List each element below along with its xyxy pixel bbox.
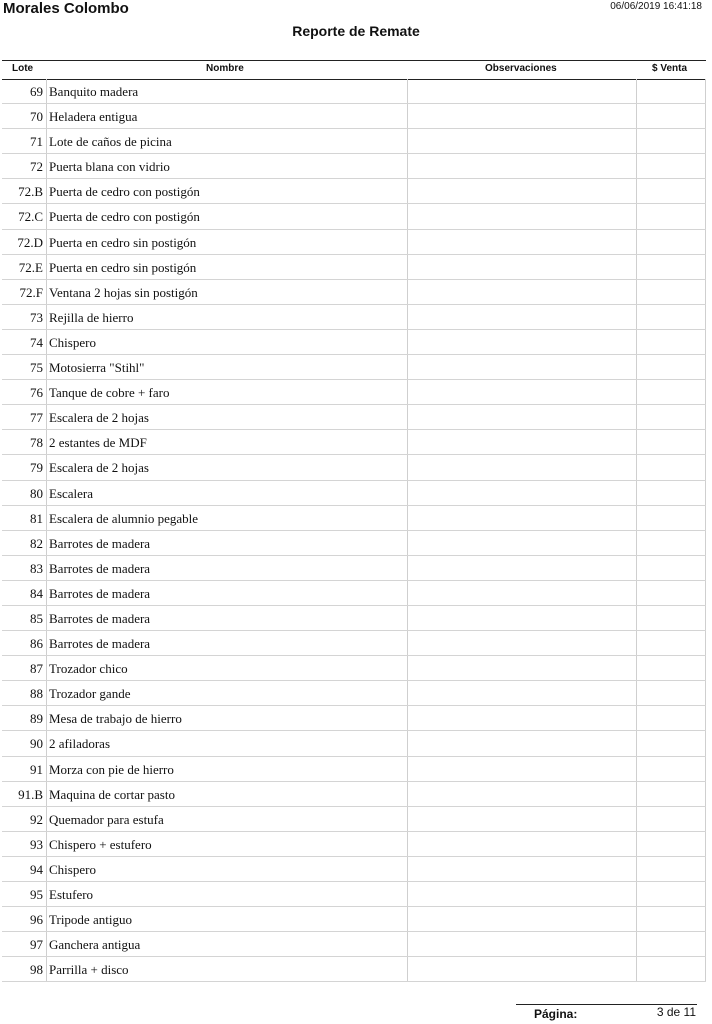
- venta-cell: [637, 280, 706, 304]
- lote-cell: 86: [30, 636, 43, 652]
- observaciones-cell: [407, 932, 637, 956]
- lote-cell: 73: [30, 309, 43, 325]
- table-row: [2, 305, 706, 330]
- venta-cell: [637, 782, 706, 806]
- observaciones-cell: [407, 380, 637, 404]
- lote-cell: 87: [30, 661, 43, 677]
- report-title: Reporte de Remate: [292, 23, 420, 39]
- table-row: [2, 355, 706, 380]
- venta-cell: [637, 807, 706, 831]
- lote-cell: 72.D: [17, 234, 43, 250]
- lote-cell: 85: [30, 610, 43, 626]
- nombre-cell: Quemador para estufa: [46, 807, 406, 831]
- page-number: 3 de 11: [656, 1005, 696, 1019]
- nombre-cell: Parrilla + disco: [46, 957, 406, 981]
- observaciones-cell: [407, 430, 637, 454]
- nombre-cell: Maquina de cortar pasto: [46, 782, 406, 806]
- lote-cell: 91: [30, 761, 43, 777]
- lote-cell: 78: [30, 435, 43, 451]
- venta-cell: [637, 355, 706, 379]
- table-row: [2, 204, 706, 229]
- column-header-venta: $ Venta: [652, 63, 688, 74]
- lote-cell: 84: [30, 585, 43, 601]
- table-row: [2, 807, 706, 832]
- nombre-cell: Barrotes de madera: [46, 556, 406, 580]
- nombre-cell: Ventana 2 hojas sin postigón: [46, 280, 406, 304]
- venta-cell: [637, 957, 706, 981]
- nombre-cell: Puerta en cedro sin postigón: [46, 255, 406, 279]
- venta-cell: [637, 531, 706, 555]
- table-row: [2, 656, 706, 681]
- lote-cell: 92: [30, 811, 43, 827]
- table-row: [2, 857, 706, 882]
- venta-cell: [637, 681, 706, 705]
- lote-cell: 89: [30, 711, 43, 727]
- lote-cell: 77: [30, 410, 43, 426]
- nombre-cell: Escalera: [46, 481, 406, 505]
- nombre-cell: Tripode antiguo: [46, 907, 406, 931]
- observaciones-cell: [407, 757, 637, 781]
- nombre-cell: Puerta en cedro sin postigón: [46, 230, 406, 254]
- lote-cell: 76: [30, 385, 43, 401]
- nombre-cell: Motosierra "Stihl": [46, 355, 406, 379]
- venta-cell: [637, 230, 706, 254]
- observaciones-cell: [407, 154, 637, 178]
- nombre-cell: Heladera entigua: [46, 104, 406, 128]
- lote-cell: 72: [30, 159, 43, 175]
- lote-cell: 80: [30, 485, 43, 501]
- nombre-cell: Barrotes de madera: [46, 531, 406, 555]
- observaciones-cell: [407, 531, 637, 555]
- observaciones-cell: [407, 631, 637, 655]
- column-header-lote: Lote: [12, 63, 34, 74]
- venta-cell: [637, 631, 706, 655]
- table-row: [2, 179, 706, 204]
- table-row: [2, 706, 706, 731]
- venta-cell: [637, 481, 706, 505]
- observaciones-cell: [407, 556, 637, 580]
- observaciones-cell: [407, 606, 637, 630]
- lote-cell: 70: [30, 109, 43, 125]
- observaciones-cell: [407, 455, 637, 479]
- column-header-nombre: Nombre: [206, 63, 244, 74]
- venta-cell: [637, 204, 706, 228]
- table-row: [2, 430, 706, 455]
- observaciones-cell: [407, 79, 637, 103]
- table-row: [2, 380, 706, 405]
- table-row: [2, 330, 706, 355]
- venta-cell: [637, 455, 706, 479]
- lote-cell: 72.C: [18, 209, 43, 225]
- observaciones-cell: [407, 832, 637, 856]
- nombre-cell: Banquito madera: [46, 79, 406, 103]
- observaciones-cell: [407, 255, 637, 279]
- table-row: [2, 104, 706, 129]
- table-row: [2, 731, 706, 756]
- table-row: [2, 455, 706, 480]
- table-row: [2, 405, 706, 430]
- lote-cell: 72.B: [18, 184, 43, 200]
- table-row: [2, 782, 706, 807]
- nombre-cell: 2 estantes de MDF: [46, 430, 406, 454]
- observaciones-cell: [407, 957, 637, 981]
- lote-cell: 72.F: [19, 284, 43, 300]
- venta-cell: [637, 932, 706, 956]
- table-row: [2, 154, 706, 179]
- nombre-cell: Escalera de alumnio pegable: [46, 506, 406, 530]
- nombre-cell: Lote de caños de picina: [46, 129, 406, 153]
- observaciones-cell: [407, 882, 637, 906]
- report-datetime: 06/06/2019 16:41:18: [610, 1, 702, 12]
- table-row: [2, 280, 706, 305]
- auction-table-body: [2, 79, 706, 982]
- nombre-cell: Puerta blana con vidrio: [46, 154, 406, 178]
- lote-cell: 97: [30, 937, 43, 953]
- observaciones-cell: [407, 330, 637, 354]
- table-row: [2, 581, 706, 606]
- venta-cell: [637, 154, 706, 178]
- lote-cell: 83: [30, 560, 43, 576]
- observaciones-cell: [407, 706, 637, 730]
- nombre-cell: Trozador gande: [46, 681, 406, 705]
- venta-cell: [637, 380, 706, 404]
- lote-cell: 98: [30, 962, 43, 978]
- nombre-cell: Estufero: [46, 882, 406, 906]
- observaciones-cell: [407, 782, 637, 806]
- table-row: [2, 531, 706, 556]
- observaciones-cell: [407, 230, 637, 254]
- venta-cell: [637, 857, 706, 881]
- venta-cell: [637, 330, 706, 354]
- table-row: [2, 79, 706, 104]
- nombre-cell: Mesa de trabajo de hierro: [46, 706, 406, 730]
- lote-cell: 79: [30, 460, 43, 476]
- nombre-cell: Chispero + estufero: [46, 832, 406, 856]
- lote-cell: 75: [30, 360, 43, 376]
- observaciones-cell: [407, 204, 637, 228]
- table-row: [2, 129, 706, 154]
- observaciones-cell: [407, 104, 637, 128]
- nombre-cell: Escalera de 2 hojas: [46, 455, 406, 479]
- page-label: Página:: [534, 1007, 578, 1021]
- nombre-cell: Morza con pie de hierro: [46, 757, 406, 781]
- nombre-cell: Puerta de cedro con postigón: [46, 179, 406, 203]
- nombre-cell: Barrotes de madera: [46, 631, 406, 655]
- nombre-cell: Escalera de 2 hojas: [46, 405, 406, 429]
- observaciones-cell: [407, 656, 637, 680]
- lote-cell: 93: [30, 836, 43, 852]
- table-row: [2, 882, 706, 907]
- lote-cell: 88: [30, 686, 43, 702]
- nombre-cell: Barrotes de madera: [46, 606, 406, 630]
- nombre-cell: Trozador chico: [46, 656, 406, 680]
- venta-cell: [637, 79, 706, 103]
- observaciones-cell: [407, 481, 637, 505]
- table-row: [2, 556, 706, 581]
- nombre-cell: Tanque de cobre + faro: [46, 380, 406, 404]
- venta-cell: [637, 179, 706, 203]
- observaciones-cell: [407, 305, 637, 329]
- lote-cell: 74: [30, 334, 43, 350]
- venta-cell: [637, 305, 706, 329]
- venta-cell: [637, 907, 706, 931]
- venta-cell: [637, 731, 706, 755]
- table-row: [2, 957, 706, 982]
- observaciones-cell: [407, 355, 637, 379]
- nombre-cell: Ganchera antigua: [46, 932, 406, 956]
- lote-cell: 95: [30, 887, 43, 902]
- observaciones-cell: [407, 581, 637, 605]
- table-row: [2, 230, 706, 255]
- lote-cell: 71: [30, 134, 43, 150]
- venta-cell: [637, 832, 706, 856]
- table-row: [2, 832, 706, 857]
- lote-cell: 82: [30, 535, 43, 551]
- observaciones-cell: [407, 506, 637, 530]
- table-row: [2, 481, 706, 506]
- nombre-cell: Puerta de cedro con postigón: [46, 204, 406, 228]
- venta-cell: [637, 430, 706, 454]
- venta-cell: [637, 581, 706, 605]
- observaciones-cell: [407, 907, 637, 931]
- venta-cell: [637, 129, 706, 153]
- observaciones-cell: [407, 857, 637, 881]
- venta-cell: [637, 506, 706, 530]
- venta-cell: [637, 656, 706, 680]
- lote-cell: 91.B: [18, 786, 43, 802]
- nombre-cell: Chispero: [46, 330, 406, 354]
- table-header: [2, 60, 706, 80]
- table-row: [2, 606, 706, 631]
- observaciones-cell: [407, 129, 637, 153]
- venta-cell: [637, 104, 706, 128]
- lote-cell: 94: [30, 861, 43, 877]
- lote-cell: 69: [30, 84, 43, 99]
- observaciones-cell: [407, 807, 637, 831]
- venta-cell: [637, 706, 706, 730]
- nombre-cell: 2 afiladoras: [46, 731, 406, 755]
- venta-cell: [637, 757, 706, 781]
- nombre-cell: Chispero: [46, 857, 406, 881]
- observaciones-cell: [407, 280, 637, 304]
- venta-cell: [637, 606, 706, 630]
- table-row: [2, 255, 706, 280]
- nombre-cell: Rejilla de hierro: [46, 305, 406, 329]
- venta-cell: [637, 405, 706, 429]
- observaciones-cell: [407, 681, 637, 705]
- venta-cell: [637, 556, 706, 580]
- table-row: [2, 506, 706, 531]
- table-row: [2, 757, 706, 782]
- venta-cell: [637, 255, 706, 279]
- lote-cell: 72.E: [18, 259, 43, 275]
- table-row: [2, 907, 706, 932]
- observaciones-cell: [407, 405, 637, 429]
- lote-cell: 90: [30, 736, 43, 752]
- nombre-cell: Barrotes de madera: [46, 581, 406, 605]
- table-row: [2, 681, 706, 706]
- table-row: [2, 932, 706, 957]
- column-header-observaciones: Observaciones: [485, 63, 557, 74]
- lote-cell: 96: [30, 912, 43, 928]
- company-name: Morales Colombo: [3, 0, 129, 17]
- table-row: [2, 631, 706, 656]
- observaciones-cell: [407, 731, 637, 755]
- lote-cell: 81: [30, 510, 43, 526]
- venta-cell: [637, 882, 706, 906]
- observaciones-cell: [407, 179, 637, 203]
